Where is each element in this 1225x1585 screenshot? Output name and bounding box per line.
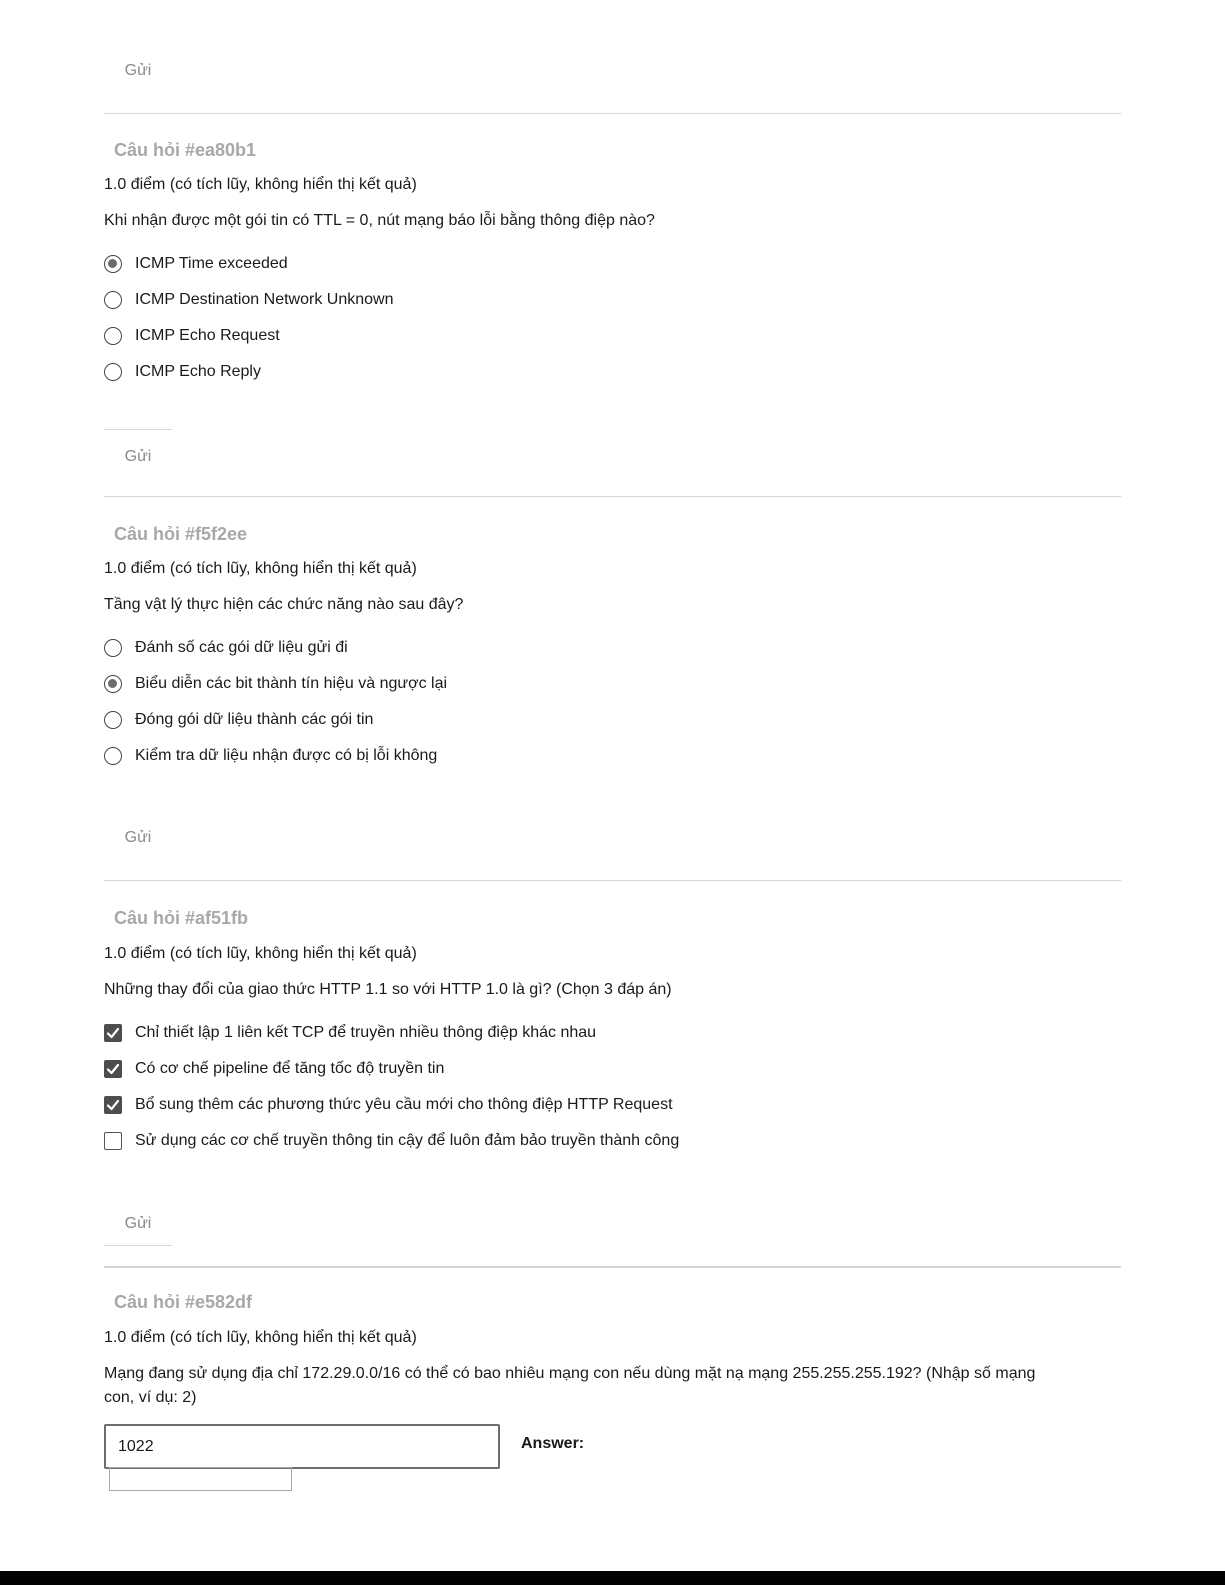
option-label: ICMP Echo Request xyxy=(135,327,280,344)
submit-button[interactable]: Gửi xyxy=(104,1203,172,1246)
checkmark-icon xyxy=(106,1026,120,1040)
bottom-bar xyxy=(0,1571,1225,1585)
answer-option[interactable] xyxy=(104,744,437,768)
divider xyxy=(104,496,1121,497)
question-prompt: Tầng vật lý thực hiện các chức năng nào sau đây? xyxy=(104,596,464,613)
answer-option[interactable] xyxy=(104,1129,679,1153)
radio-button[interactable] xyxy=(104,747,122,765)
divider xyxy=(104,880,1121,881)
checkmark-icon xyxy=(106,1062,120,1076)
radio-button[interactable] xyxy=(104,327,122,345)
option-label: Bổ sung thêm các phương thức yêu cầu mới cho thông điệp HTTP Request xyxy=(135,1096,673,1113)
question-prompt: Những thay đổi của giao thức HTTP 1.1 so với HTTP 1.0 là gì? (Chọn 3 đáp án) xyxy=(104,981,672,998)
option-label: Đóng gói dữ liệu thành các gói tin xyxy=(135,711,374,728)
checkbox-checked[interactable] xyxy=(104,1024,122,1042)
option-label: Đánh số các gói dữ liệu gửi đi xyxy=(135,639,348,656)
option-label: Chỉ thiết lập 1 liên kết TCP để truyền nhiều thông điệp khác nhau xyxy=(135,1024,597,1041)
radio-button[interactable] xyxy=(104,711,122,729)
answer-option[interactable] xyxy=(104,672,447,696)
answer-option[interactable] xyxy=(104,708,373,732)
option-label: Biểu diễn các bit thành tín hiệu và ngược lại xyxy=(135,675,448,692)
checkmark-icon xyxy=(106,1098,120,1112)
checkbox-checked[interactable] xyxy=(104,1060,122,1078)
option-label: ICMP Echo Reply xyxy=(135,363,261,380)
radio-button-checked[interactable] xyxy=(104,675,122,693)
question-prompt: Khi nhận được một gói tin có TTL = 0, nút mạng báo lỗi bằng thông điệp nào? xyxy=(104,212,655,229)
option-label: Có cơ chế pipeline để tăng tốc độ truyền tin xyxy=(135,1060,445,1077)
question-header: Câu hỏi #ea80b1 xyxy=(114,140,257,160)
divider xyxy=(104,113,1121,114)
checkbox[interactable] xyxy=(104,1132,122,1150)
question-points: 1.0 điểm (có tích lũy, không hiển thị kết quả) xyxy=(104,560,417,577)
question-points: 1.0 điểm (có tích lũy, không hiển thị kết quả) xyxy=(104,1329,417,1346)
checkbox-checked[interactable] xyxy=(104,1096,122,1114)
answer-option[interactable] xyxy=(104,324,280,348)
answer-label: Answer: xyxy=(521,1435,585,1452)
option-label: ICMP Time exceeded xyxy=(135,255,288,272)
answer-input[interactable] xyxy=(104,1424,500,1469)
answer-option[interactable] xyxy=(104,1021,596,1045)
radio-button[interactable] xyxy=(104,291,122,309)
submit-button[interactable]: Gửi xyxy=(104,823,172,853)
option-label: Sử dụng các cơ chế truyền thông tin cậy để luôn đảm bảo truyền thành công xyxy=(135,1132,680,1149)
divider xyxy=(104,1266,1121,1268)
submit-button[interactable]: Gửi xyxy=(104,429,172,473)
question-points: 1.0 điểm (có tích lũy, không hiển thị kết quả) xyxy=(104,176,417,193)
answer-option[interactable] xyxy=(104,1057,444,1081)
radio-button[interactable] xyxy=(104,363,122,381)
radio-button[interactable] xyxy=(104,639,122,657)
radio-button-checked[interactable] xyxy=(104,255,122,273)
question-header: Câu hỏi #f5f2ee xyxy=(114,524,248,544)
question-header: Câu hỏi #e582df xyxy=(114,1292,253,1312)
option-label: ICMP Destination Network Unknown xyxy=(135,291,394,308)
answer-option[interactable] xyxy=(104,636,348,660)
question-header: Câu hỏi #af51fb xyxy=(114,908,249,928)
option-label: Kiểm tra dữ liệu nhận được có bị lỗi không xyxy=(135,747,438,764)
answer-feedback-box xyxy=(109,1467,292,1491)
answer-option[interactable] xyxy=(104,360,261,384)
answer-option[interactable] xyxy=(104,1093,673,1117)
question-prompt: Mạng đang sử dụng địa chỉ 172.29.0.0/16 có thể có bao nhiêu mạng con nếu dùng mặt nạ mạng 255.255.255.192? (Nhập số mạng xyxy=(104,1365,1036,1382)
question-prompt-continued: con, ví dụ: 2) xyxy=(104,1389,197,1406)
question-points: 1.0 điểm (có tích lũy, không hiển thị kết quả) xyxy=(104,945,417,962)
answer-option[interactable] xyxy=(104,288,393,312)
submit-button[interactable]: Gửi xyxy=(104,56,172,86)
answer-option[interactable] xyxy=(104,252,288,276)
